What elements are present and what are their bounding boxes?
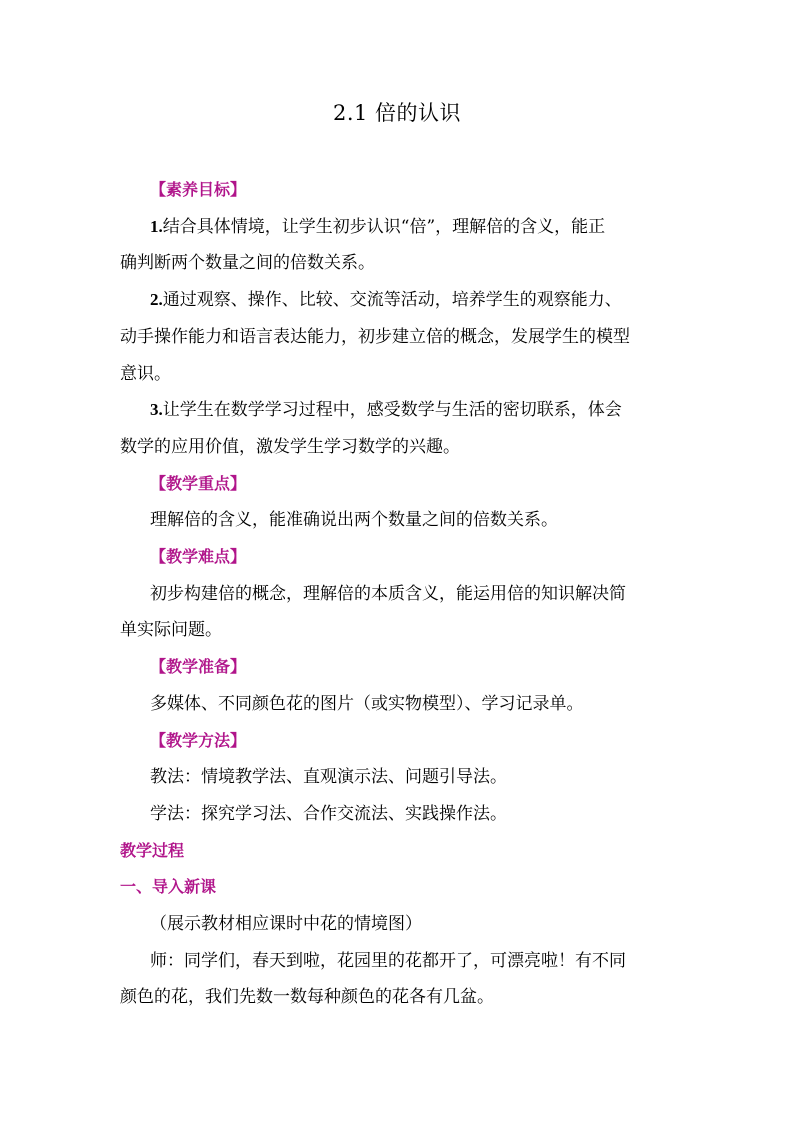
goal-item-2-line-2: 动手操作能力和语言表达能力，初步建立倍的概念，发展学生的模型: [120, 326, 630, 347]
page-title: 2.1 倍的认识: [332, 101, 462, 125]
key-points-heading: 【教学重点】: [150, 473, 247, 493]
goal-item-3-text: 让学生在数学学习过程中，感受数学与生活的密切联系，体会: [162, 400, 622, 421]
intro-heading: 一、导入新课: [120, 877, 217, 897]
goal-item-1-line-2: 确判断两个数量之间的倍数关系。: [120, 253, 375, 274]
goal-item-1-number: 1.: [150, 216, 163, 236]
goal-item-1-line-1: [120, 209, 680, 246]
methods-learning: 学法：探究学习法、合作交流法、实践操作法。: [150, 803, 507, 824]
goal-item-2-text: 通过观察、操作、比较、交流等活动，培养学生的观察能力、: [162, 290, 622, 311]
methods-teaching: 教法：情境教学法、直观演示法、问题引导法。: [150, 767, 507, 788]
difficulties-line-1: 初步构建倍的概念，理解倍的本质含义，能运用倍的知识解决简: [150, 583, 626, 604]
process-heading: 教学过程: [120, 840, 185, 860]
goals-heading: 【素养目标】: [150, 180, 247, 199]
preparation-text: 多媒体、不同颜色花的图片（或实物模型）、学习记录单。: [150, 693, 584, 714]
goal-item-3-line-1: [120, 392, 680, 429]
goal-item-3-number: 3.: [150, 400, 163, 420]
preparation-heading: 【教学准备】: [150, 657, 247, 677]
difficulties-heading: 【教学难点】: [150, 547, 247, 567]
key-points-text: 理解倍的含义，能准确说出两个数量之间的倍数关系。: [150, 510, 558, 531]
intro-teacher-line-1: 师：同学们，春天到啦，花园里的花都开了，可漂亮啦！有不同: [150, 950, 626, 971]
document-body: [120, 172, 680, 1016]
intro-stage-direction: （展示教材相应课时中花的情境图）: [150, 914, 422, 935]
goal-item-2-number: 2.: [150, 290, 163, 310]
difficulties-line-2: 单实际问题。: [120, 620, 222, 641]
goal-item-2-line-1: [120, 282, 680, 319]
goal-item-1-text: 结合具体情境，让学生初步认识“倍”，理解倍的含义，能正: [162, 216, 606, 237]
intro-teacher-line-2: 颜色的花，我们先数一数每种颜色的花各有几盆。: [120, 987, 494, 1008]
goal-item-2-line-3: 意识。: [120, 363, 171, 384]
methods-heading: 【教学方法】: [150, 730, 247, 750]
goal-item-3-line-2: 数学的应用价值，激发学生学习数学的兴趣。: [120, 436, 460, 457]
